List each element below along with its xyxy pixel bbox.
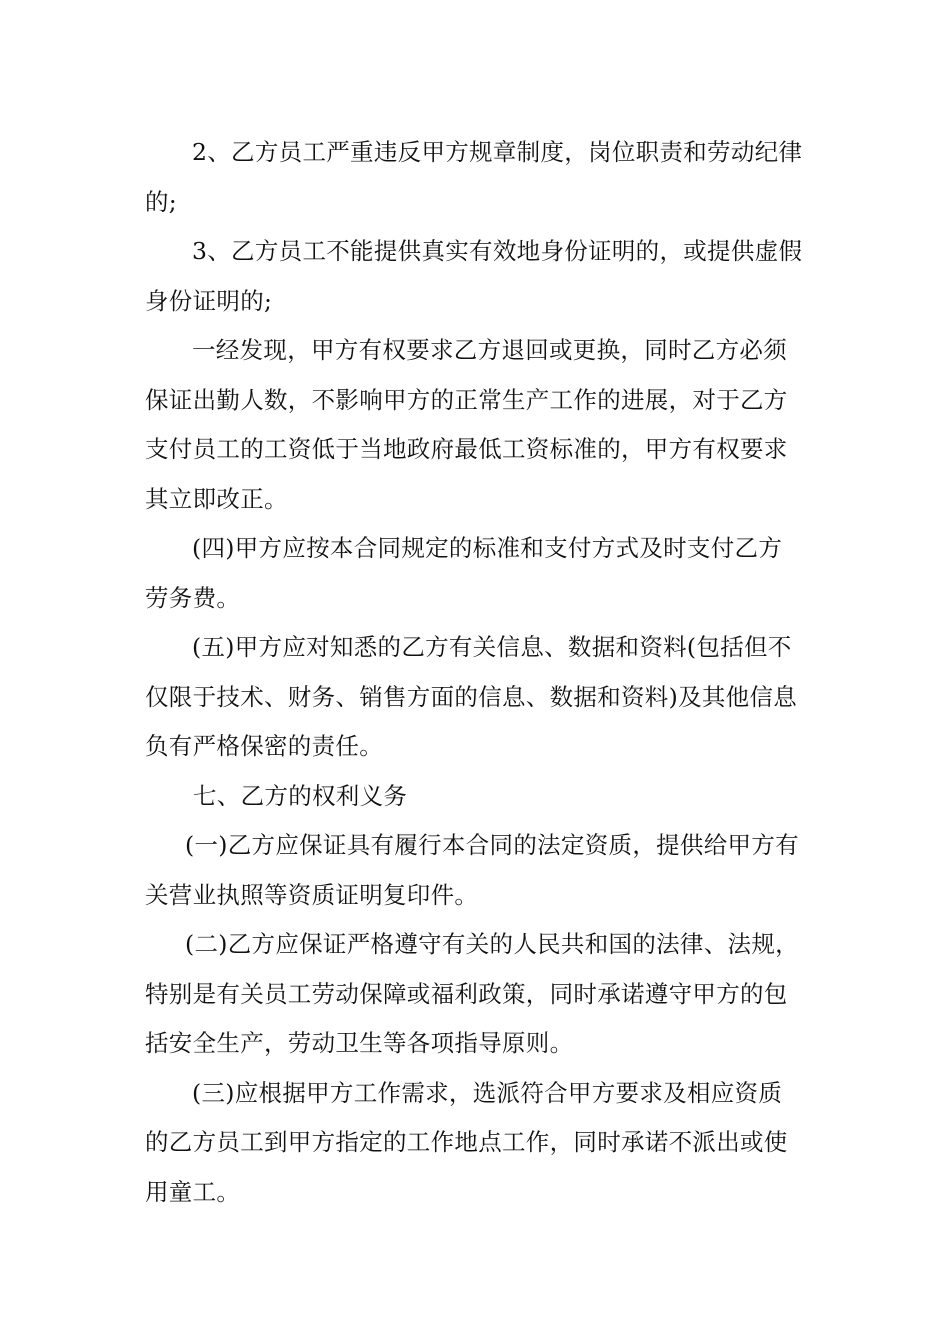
text-line: 括安全生产，劳动卫生等各项指导原则。: [145, 1029, 574, 1057]
text-line: 特别是有关员工劳动保障或福利政策，同时承诺遵守甲方的包: [145, 979, 788, 1008]
text-line: (二)乙方应保证严格遵守有关的人民共和国的法律、法规，: [185, 930, 799, 958]
paragraph-item-4: [145, 524, 805, 623]
paragraph-item-2: [145, 128, 805, 227]
text-line: 劳务费。: [145, 583, 241, 612]
text-line: 关营业执照等资质证明复印件。: [145, 880, 479, 909]
text-line: 用童工。: [145, 1177, 241, 1206]
text-line: 2、乙方员工严重违反甲方规章制度，岗位职责和劳动纪律: [192, 138, 803, 166]
section-heading: [145, 772, 805, 822]
text-line: 的乙方员工到甲方指定的工作地点工作，同时承诺不派出或使: [145, 1128, 788, 1156]
text-line: 其立即改正。: [145, 484, 288, 513]
text-line: 支付员工的工资低于当地政府最低工资标准的，甲方有权要求: [145, 435, 788, 463]
text-line: 3、乙方员工不能提供真实有效地身份证明的，或提供虚假: [192, 237, 803, 265]
text-line: 保证出勤人数，不影响甲方的正常生产工作的进展，对于乙方: [145, 385, 788, 414]
paragraph-b-item-3: [145, 1069, 805, 1218]
text-line: 的;: [145, 187, 178, 216]
paragraph-item-3: [145, 227, 805, 326]
text-line: (三)应根据甲方工作需求，选派符合甲方要求及相应资质: [192, 1078, 783, 1107]
text-line: 负有严格保密的责任。: [145, 732, 383, 760]
paragraph-item-5: [145, 623, 805, 772]
text-line: 身份证明的;: [145, 286, 273, 315]
document-body: [145, 128, 805, 1217]
paragraph-discovery: [145, 326, 805, 524]
section-heading-text: 七、乙方的权利义务: [193, 781, 408, 810]
text-line: 一经发现，甲方有权要求乙方退回或更换，同时乙方必须: [192, 336, 787, 364]
text-line: (一)乙方应保证具有履行本合同的法定资质，提供给甲方有: [185, 831, 799, 859]
paragraph-b-item-1: [145, 821, 805, 920]
text-line: 仅限于技术、财务、销售方面的信息、数据和资料)及其他信息: [145, 682, 798, 711]
text-line: (四)甲方应按本合同规定的标准和支付方式及时支付乙方: [192, 534, 783, 562]
text-line: (五)甲方应对知悉的乙方有关信息、数据和资料(包括但不: [192, 633, 792, 661]
paragraph-b-item-2: [145, 920, 805, 1069]
